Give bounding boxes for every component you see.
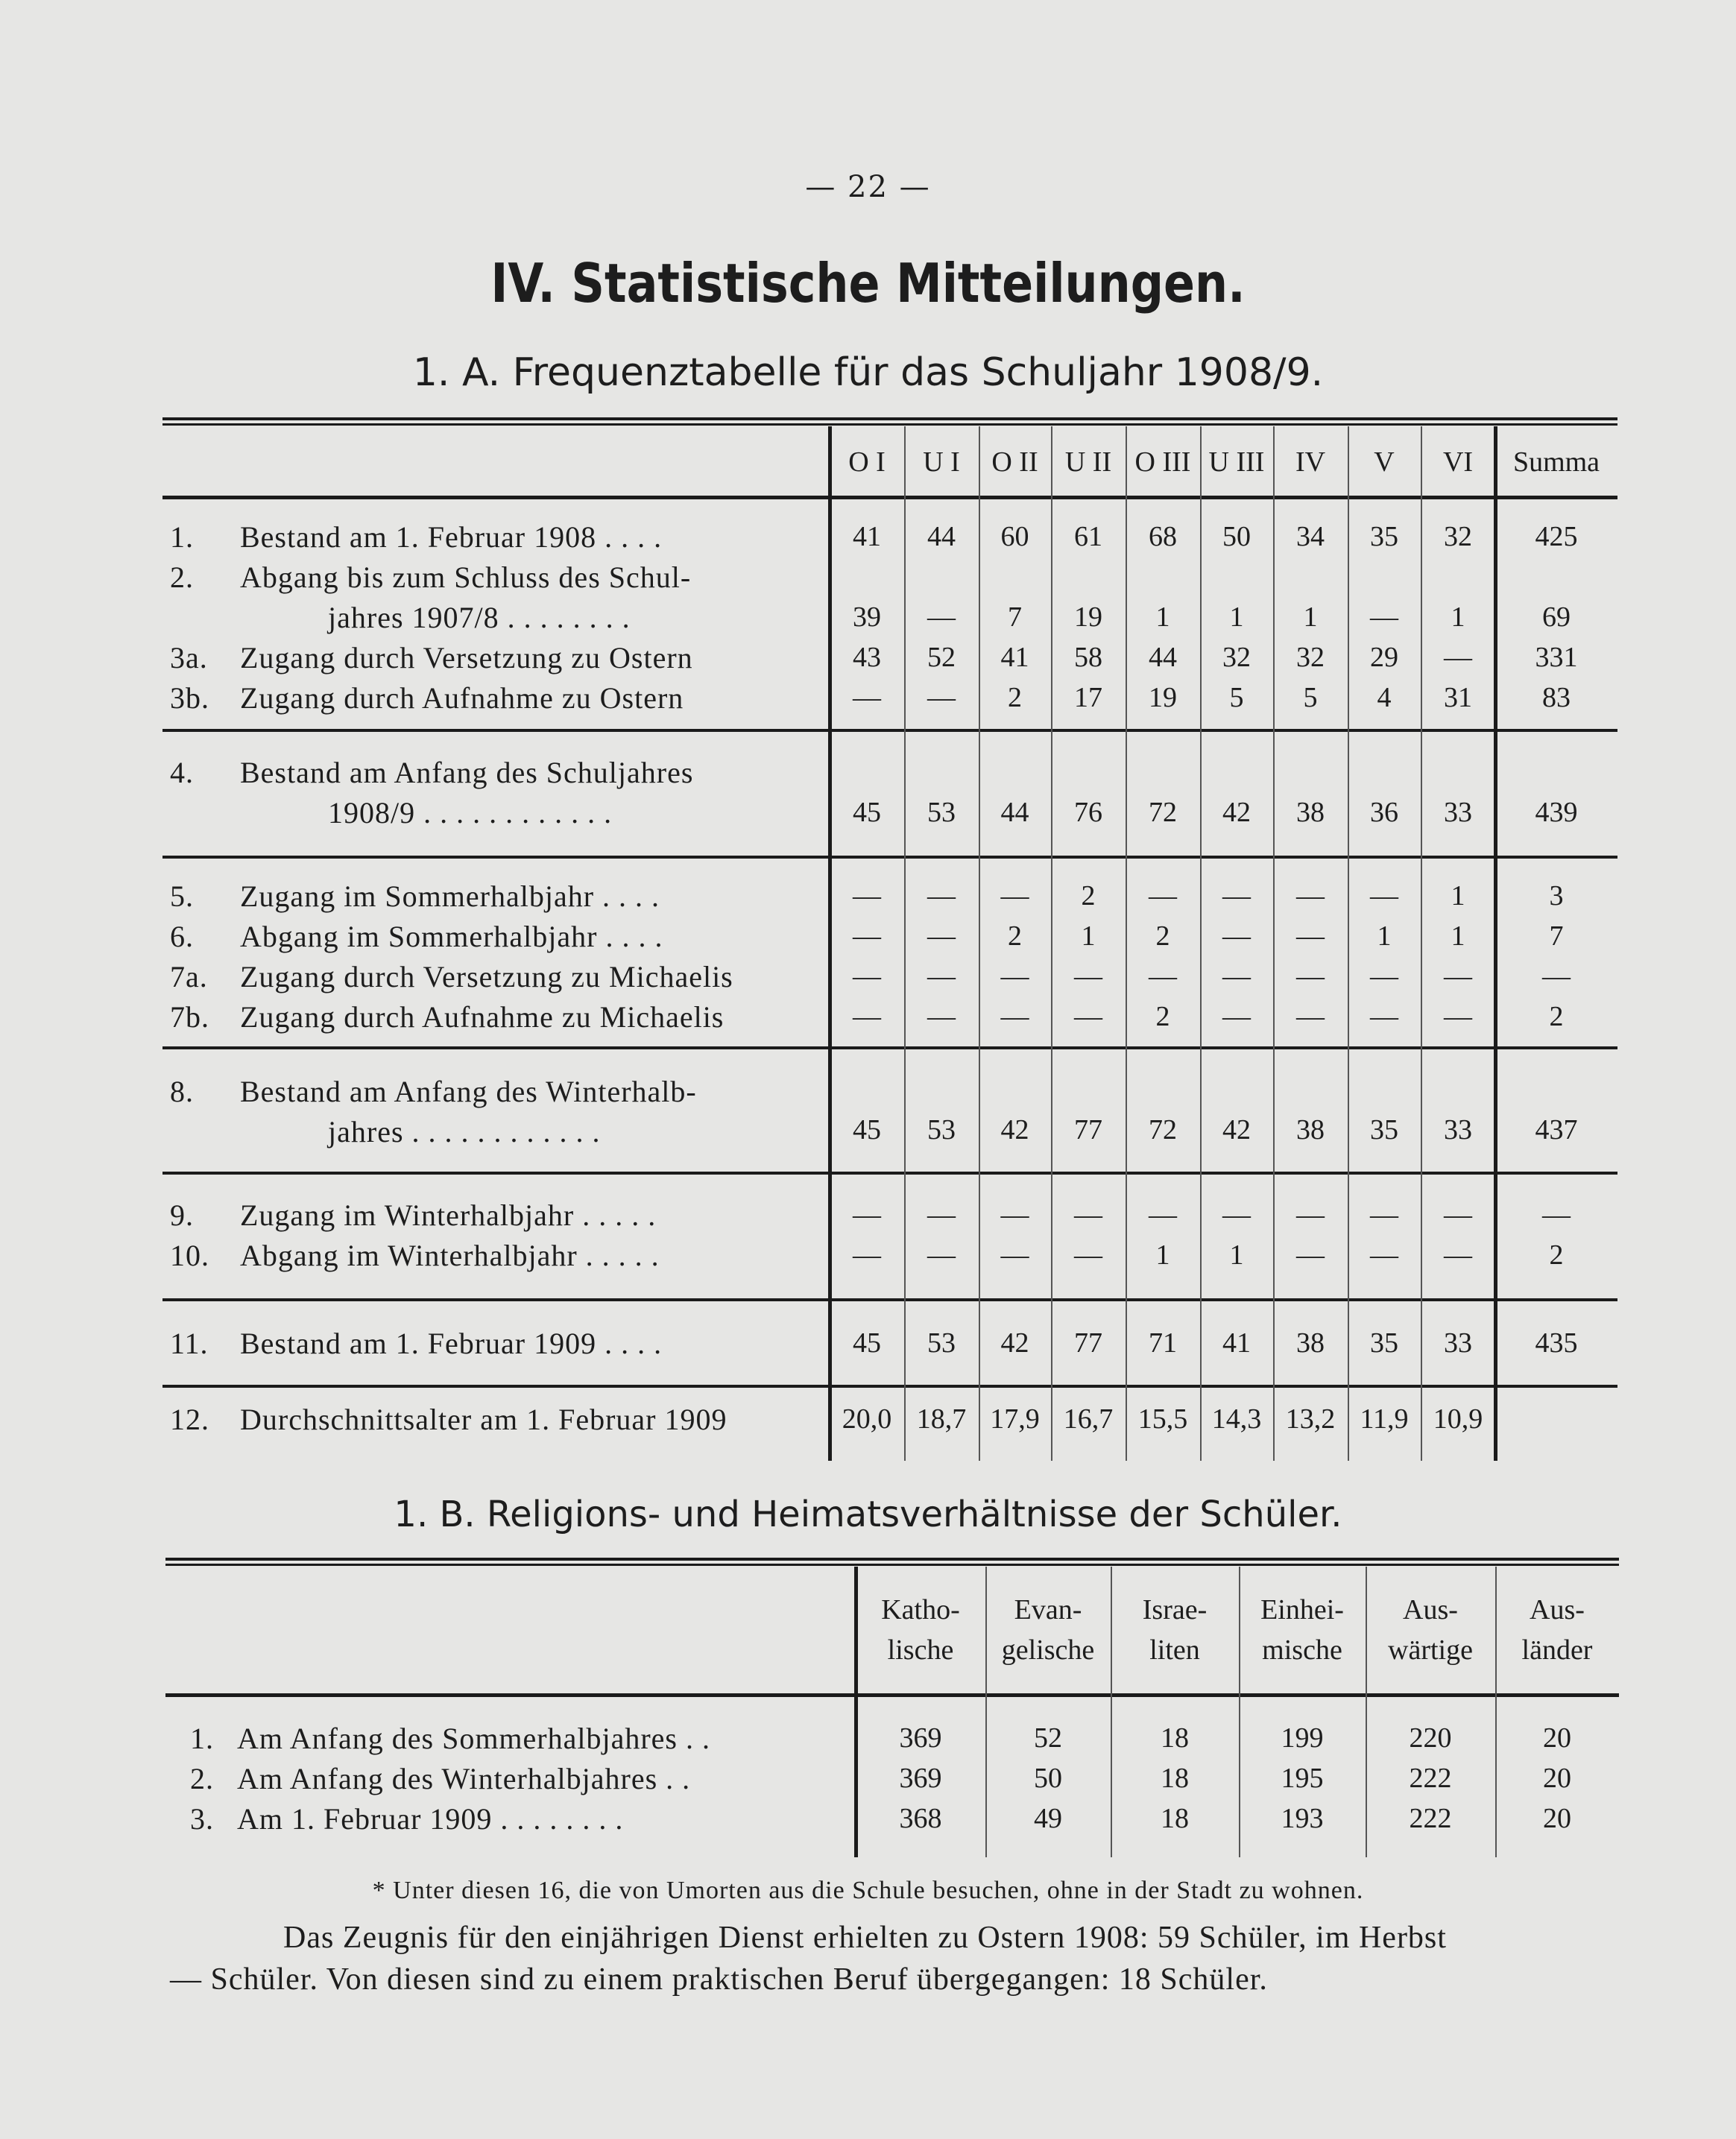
table-cell: 31 <box>1444 682 1472 713</box>
table-cell: — <box>1222 920 1251 952</box>
table-cell: — <box>853 961 881 992</box>
table-cell: — <box>853 682 881 713</box>
table-cell: 3 <box>1549 880 1564 911</box>
table-cell: 199 <box>1281 1722 1324 1754</box>
table-a-rule <box>162 1298 1617 1301</box>
table-cell: 60 <box>1000 521 1029 552</box>
table-cell: 29 <box>1370 642 1398 673</box>
table-cell: — <box>1444 642 1472 673</box>
table-cell: — <box>853 880 881 911</box>
row-number: 7a. <box>170 960 208 993</box>
table-cell: 42 <box>1000 1327 1029 1359</box>
column-header: Aus- <box>1530 1594 1585 1625</box>
table-cell: — <box>853 920 881 952</box>
table-a-heading: 1. A. Frequenztabelle für das Schuljahr 1908/9. <box>412 350 1324 395</box>
table-cell: 17,9 <box>990 1403 1040 1435</box>
table-cell: — <box>853 1239 881 1271</box>
table-cell: 1 <box>1081 920 1096 952</box>
table-cell: 1 <box>1229 1239 1244 1271</box>
table-cell: — <box>1074 1239 1102 1271</box>
row-label: Zugang durch Versetzung zu Michaelis <box>240 960 733 993</box>
table-cell: 1 <box>1451 880 1465 911</box>
table-cell: 4 <box>1377 682 1392 713</box>
table-b-rule <box>165 1564 1619 1566</box>
table-cell: — <box>927 1239 956 1271</box>
table-cell: — <box>1542 961 1571 992</box>
row-number: 3. <box>190 1802 214 1836</box>
column-header: Katho- <box>881 1594 960 1625</box>
table-cell: — <box>1370 1001 1398 1032</box>
table-a-rule <box>162 856 1617 859</box>
table-cell: — <box>927 880 956 911</box>
table-cell: 32 <box>1222 642 1251 673</box>
table-cell: 53 <box>927 797 956 828</box>
table-cell: 17 <box>1074 682 1102 713</box>
table-cell: — <box>1222 961 1251 992</box>
column-header: mische <box>1262 1634 1342 1666</box>
table-cell: 45 <box>853 1327 881 1359</box>
table-a-rule <box>162 496 1617 499</box>
row-number: 4. <box>170 756 194 789</box>
table-cell: 13,2 <box>1285 1403 1336 1435</box>
table-cell: 20 <box>1543 1763 1571 1794</box>
table-cell: 43 <box>853 642 881 673</box>
row-number: 10. <box>170 1239 209 1272</box>
row-label: 1908/9 . . . . . . . . . . . . <box>328 796 613 830</box>
row-number: 7b. <box>170 1000 209 1034</box>
table-cell: 41 <box>1000 642 1029 673</box>
table-cell: — <box>927 1199 956 1230</box>
table-cell: 1 <box>1303 601 1318 633</box>
column-header: O I <box>848 446 886 478</box>
column-header: O II <box>991 446 1038 478</box>
table-cell: — <box>853 1199 881 1230</box>
row-number: 2. <box>190 1762 214 1795</box>
table-cell: 41 <box>1222 1327 1251 1359</box>
table-cell: — <box>927 601 956 633</box>
table-cell: 10,9 <box>1433 1403 1483 1435</box>
table-cell: 20,0 <box>842 1403 892 1435</box>
table-cell: — <box>1222 880 1251 911</box>
row-label: Am Anfang des Winterhalbjahres . . <box>237 1762 691 1795</box>
table-cell: 1 <box>1451 920 1465 952</box>
table-cell: 331 <box>1535 642 1578 673</box>
table-cell: 1 <box>1155 601 1170 633</box>
table-cell: 2 <box>1155 1001 1170 1032</box>
table-cell: 18 <box>1161 1763 1189 1794</box>
closing-line-1: Das Zeugnis für den einjährigen Dienst erhielten zu Ostern 1908: 59 Schüler, im Herbst <box>283 1921 1447 1955</box>
column-header: Aus- <box>1403 1594 1458 1625</box>
table-cell: — <box>1074 961 1102 992</box>
row-label: Abgang bis zum Schluss des Schul- <box>240 560 692 594</box>
table-cell: — <box>1000 1199 1029 1230</box>
table-cell: — <box>1444 961 1472 992</box>
column-header: V <box>1374 446 1395 478</box>
column-header: Israe- <box>1142 1594 1208 1625</box>
table-cell: 33 <box>1444 1114 1472 1146</box>
table-cell: 68 <box>1149 521 1177 552</box>
table-a-rule <box>162 1172 1617 1175</box>
table-cell: — <box>927 682 956 713</box>
table-cell: — <box>1074 1001 1102 1032</box>
table-cell: — <box>927 920 956 952</box>
table-cell: 49 <box>1034 1803 1062 1834</box>
table-a-rule <box>162 423 1617 426</box>
table-cell: — <box>1074 1199 1102 1230</box>
column-header: U II <box>1064 446 1112 478</box>
table-cell: 19 <box>1074 601 1102 633</box>
table-cell: 50 <box>1034 1763 1062 1794</box>
row-label: Zugang durch Versetzung zu Ostern <box>240 641 693 674</box>
table-cell: 32 <box>1444 521 1472 552</box>
table-cell: — <box>1444 1239 1472 1271</box>
row-number: 3a. <box>170 641 208 674</box>
table-cell: 16,7 <box>1063 1403 1114 1435</box>
table-cell: — <box>927 1001 956 1032</box>
table-cell: 42 <box>1222 1114 1251 1146</box>
table-cell: 41 <box>853 521 881 552</box>
section-title: IV. Statistische Mitteilungen. <box>490 252 1246 315</box>
table-cell: 18 <box>1161 1722 1189 1754</box>
column-header: Einhei- <box>1260 1594 1344 1625</box>
table-cell: 2 <box>1081 880 1096 911</box>
table-cell: 33 <box>1444 797 1472 828</box>
table-cell: 20 <box>1543 1803 1571 1834</box>
table-cell: 11,9 <box>1360 1403 1409 1435</box>
row-label: Bestand am 1. Februar 1909 . . . . <box>240 1327 663 1360</box>
table-cell: 435 <box>1535 1327 1578 1359</box>
table-cell: 19 <box>1149 682 1177 713</box>
table-cell: 7 <box>1008 601 1022 633</box>
row-label: Bestand am Anfang des Schuljahres <box>240 756 694 789</box>
table-cell: 50 <box>1222 521 1251 552</box>
table-cell: 52 <box>927 642 956 673</box>
table-cell: 44 <box>1000 797 1029 828</box>
table-cell: 439 <box>1535 797 1578 828</box>
table-cell: 2 <box>1155 920 1170 952</box>
column-header: wärtige <box>1388 1634 1473 1666</box>
table-cell: 34 <box>1296 521 1325 552</box>
row-number: 1. <box>190 1722 214 1755</box>
table-cell: 33 <box>1444 1327 1472 1359</box>
table-cell: 38 <box>1296 1114 1325 1146</box>
table-cell: 44 <box>927 521 956 552</box>
table-cell: — <box>1370 1199 1398 1230</box>
table-cell: — <box>1296 1199 1325 1230</box>
table-cell: — <box>1370 880 1398 911</box>
table-a-rule <box>162 417 1617 420</box>
table-a-rule <box>162 1385 1617 1388</box>
table-cell: 2 <box>1008 920 1022 952</box>
table-cell: 195 <box>1281 1763 1324 1794</box>
table-cell: — <box>1542 1199 1571 1230</box>
column-header: VI <box>1442 446 1474 478</box>
table-cell: 20 <box>1543 1722 1571 1754</box>
table-cell: — <box>1296 1001 1325 1032</box>
row-label: jahres 1907/8 . . . . . . . . <box>328 601 631 634</box>
column-header: länder <box>1521 1634 1593 1666</box>
table-cell: 42 <box>1222 797 1251 828</box>
table-cell: 44 <box>1149 642 1177 673</box>
table-b-heading: 1. B. Religions- und Heimatsverhältnisse der Schüler. <box>394 1494 1342 1535</box>
table-cell: 18,7 <box>916 1403 967 1435</box>
table-cell: — <box>1370 1239 1398 1271</box>
table-cell: 35 <box>1370 1327 1398 1359</box>
row-number: 9. <box>170 1198 194 1232</box>
row-number: 11. <box>170 1327 209 1360</box>
table-cell: 38 <box>1296 797 1325 828</box>
row-label: Zugang durch Aufnahme zu Michaelis <box>240 1000 725 1034</box>
row-number: 6. <box>170 920 194 953</box>
footnote: * Unter diesen 16, die von Umorten aus die Schule besuchen, ohne in der Stadt zu wohnen. <box>372 1877 1364 1904</box>
table-cell: 39 <box>853 601 881 633</box>
table-cell: 1 <box>1451 601 1465 633</box>
table-cell: 222 <box>1409 1763 1452 1794</box>
table-cell: 72 <box>1149 797 1177 828</box>
table-cell: 5 <box>1303 682 1318 713</box>
table-cell: 222 <box>1409 1803 1452 1834</box>
table-b-rule <box>165 1558 1619 1561</box>
table-cell: 36 <box>1370 797 1398 828</box>
table-cell: — <box>1370 601 1398 633</box>
page-number: — 22 — <box>805 170 931 204</box>
row-label: Abgang im Sommerhalbjahr . . . . <box>240 920 663 953</box>
table-cell: 45 <box>853 797 881 828</box>
table-a-rule <box>162 1046 1617 1049</box>
row-number: 5. <box>170 879 194 913</box>
table-cell: — <box>1222 1199 1251 1230</box>
row-number: 12. <box>170 1403 209 1436</box>
table-cell: — <box>1222 1001 1251 1032</box>
table-cell: — <box>927 961 956 992</box>
table-cell: 425 <box>1535 521 1578 552</box>
table-cell: 220 <box>1409 1722 1452 1754</box>
row-label: Zugang im Winterhalbjahr . . . . . <box>240 1198 657 1232</box>
table-cell: 193 <box>1281 1803 1324 1834</box>
table-cell: 35 <box>1370 521 1398 552</box>
column-header: U I <box>923 446 960 478</box>
column-header: O III <box>1134 446 1191 478</box>
table-cell: 369 <box>899 1763 942 1794</box>
table-cell: 368 <box>899 1803 942 1834</box>
table-cell: 32 <box>1296 642 1325 673</box>
table-cell: — <box>1296 961 1325 992</box>
row-label: Durchschnittsalter am 1. Februar 1909 <box>240 1403 727 1436</box>
row-label: Am 1. Februar 1909 . . . . . . . . <box>237 1802 624 1836</box>
row-number: 2. <box>170 560 194 594</box>
column-header: lische <box>887 1634 954 1666</box>
table-cell: — <box>1149 961 1177 992</box>
table-cell: — <box>1000 1001 1029 1032</box>
table-cell: 58 <box>1074 642 1102 673</box>
table-cell: — <box>1296 920 1325 952</box>
table-cell: — <box>1000 1239 1029 1271</box>
table-cell: 53 <box>927 1114 956 1146</box>
row-label: Zugang im Sommerhalbjahr . . . . <box>240 879 660 913</box>
table-cell: — <box>1444 1001 1472 1032</box>
table-cell: — <box>1000 961 1029 992</box>
table-cell: 42 <box>1000 1114 1029 1146</box>
table-cell: — <box>1370 961 1398 992</box>
table-cell: 7 <box>1549 920 1564 952</box>
table-cell: 1 <box>1377 920 1392 952</box>
column-header: Summa <box>1512 446 1600 478</box>
row-label: Zugang durch Aufnahme zu Ostern <box>240 681 684 715</box>
row-label: Bestand am Anfang des Winterhalb- <box>240 1075 697 1108</box>
table-cell: 5 <box>1229 682 1244 713</box>
column-header: IV <box>1295 446 1326 478</box>
table-cell: 369 <box>899 1722 942 1754</box>
table-cell: — <box>1000 880 1029 911</box>
column-header: Evan- <box>1014 1594 1082 1625</box>
table-cell: 14,3 <box>1211 1403 1262 1435</box>
table-cell: 15,5 <box>1137 1403 1188 1435</box>
row-label: Bestand am 1. Februar 1908 . . . . <box>240 520 663 554</box>
table-cell: 2 <box>1008 682 1022 713</box>
table-cell: — <box>1296 1239 1325 1271</box>
row-number: 1. <box>170 520 194 554</box>
column-header: U III <box>1208 446 1265 478</box>
table-cell: 45 <box>853 1114 881 1146</box>
table-cell: 76 <box>1074 797 1102 828</box>
table-cell: 71 <box>1149 1327 1177 1359</box>
row-label: Am Anfang des Sommerhalbjahres . . <box>237 1722 710 1755</box>
table-cell: 1 <box>1229 601 1244 633</box>
table-cell: 53 <box>927 1327 956 1359</box>
column-header: liten <box>1149 1634 1200 1666</box>
table-cell: — <box>1149 1199 1177 1230</box>
row-number: 3b. <box>170 681 209 715</box>
table-cell: — <box>1149 880 1177 911</box>
table-cell: 83 <box>1542 682 1571 713</box>
column-header: gelische <box>1001 1634 1095 1666</box>
table-cell: 77 <box>1074 1327 1102 1359</box>
table-cell: 72 <box>1149 1114 1177 1146</box>
table-cell: 52 <box>1034 1722 1062 1754</box>
table-cell: 2 <box>1549 1239 1564 1271</box>
table-cell: 77 <box>1074 1114 1102 1146</box>
table-cell: 69 <box>1542 601 1571 633</box>
table-cell: 38 <box>1296 1327 1325 1359</box>
table-cell: — <box>853 1001 881 1032</box>
row-number: 8. <box>170 1075 194 1108</box>
table-cell: — <box>1296 880 1325 911</box>
table-a-rule <box>162 729 1617 732</box>
closing-line-2: — Schüler. Von diesen sind zu einem praktischen Beruf übergegangen: 18 Schüler. <box>170 1962 1268 1997</box>
table-cell: 61 <box>1074 521 1102 552</box>
table-cell: — <box>1444 1199 1472 1230</box>
row-label: jahres . . . . . . . . . . . . <box>328 1115 601 1149</box>
table-cell: 1 <box>1155 1239 1170 1271</box>
row-label: Abgang im Winterhalbjahr . . . . . <box>240 1239 660 1272</box>
table-cell: 35 <box>1370 1114 1398 1146</box>
table-cell: 437 <box>1535 1114 1578 1146</box>
table-cell: 2 <box>1549 1001 1564 1032</box>
table-b-rule <box>165 1693 1619 1697</box>
table-cell: 18 <box>1161 1803 1189 1834</box>
